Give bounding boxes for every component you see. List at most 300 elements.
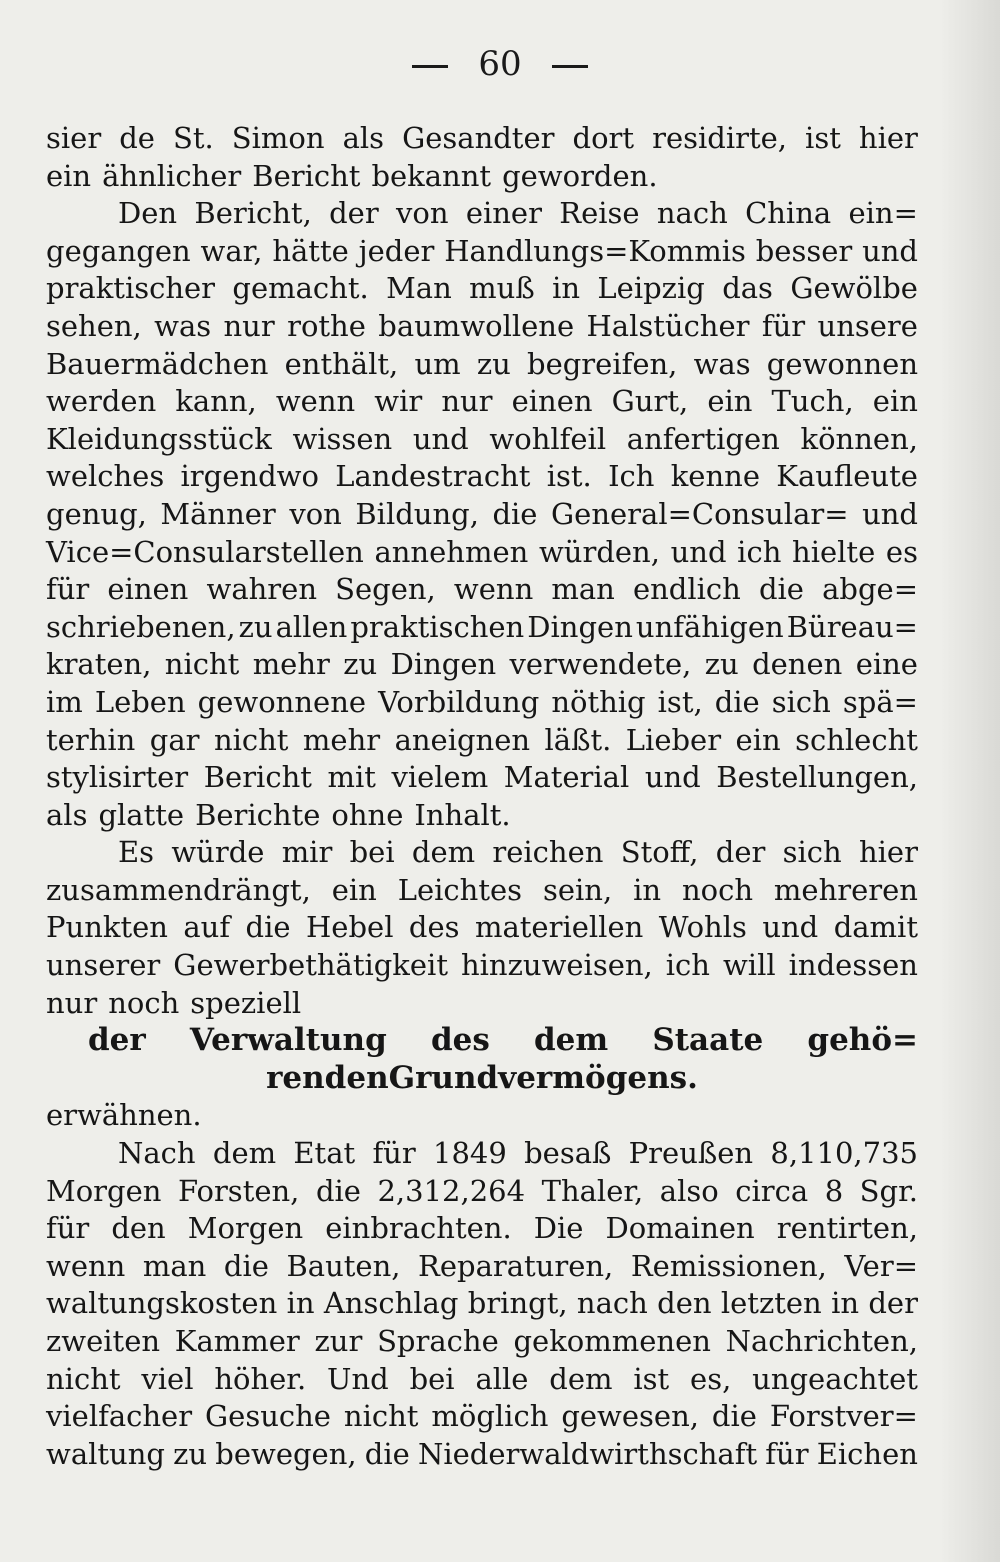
word: dort xyxy=(572,121,635,155)
word: rothe xyxy=(287,308,366,343)
word: Vorbildung xyxy=(378,684,540,719)
page-header xyxy=(0,44,1000,84)
word: den xyxy=(111,1211,166,1246)
word: die xyxy=(245,910,291,945)
text-line xyxy=(46,985,918,1023)
word: Ich xyxy=(608,459,655,494)
word: materiellen xyxy=(474,910,644,945)
word: Kammer xyxy=(174,1324,300,1358)
word: für xyxy=(46,572,90,607)
text-line xyxy=(46,1285,918,1323)
word: viel xyxy=(141,1361,194,1396)
word: dem xyxy=(212,1136,277,1171)
word: würde xyxy=(171,835,265,870)
word: noch xyxy=(681,872,753,907)
word: ohne xyxy=(331,797,404,832)
text-line xyxy=(46,158,918,196)
word: renden xyxy=(266,1059,389,1096)
word: und xyxy=(412,421,469,456)
word: Bauermädchen xyxy=(46,346,269,381)
word: Simon xyxy=(231,121,325,155)
word: ein xyxy=(46,158,92,193)
word: wahren xyxy=(206,572,317,607)
word: unsere xyxy=(817,308,918,343)
word: auf xyxy=(183,910,231,945)
word: begreifen, xyxy=(527,346,678,381)
word: rentirten, xyxy=(776,1211,918,1246)
word: zu xyxy=(173,1436,208,1471)
word: ich xyxy=(737,534,782,569)
word: und xyxy=(670,534,727,569)
word: indessen xyxy=(788,948,918,983)
word: zu xyxy=(704,647,739,682)
word: man xyxy=(142,1248,207,1283)
word: gekommenen xyxy=(513,1324,711,1358)
word: unserer xyxy=(46,948,161,983)
word: einer xyxy=(465,196,542,231)
word: der xyxy=(715,835,766,870)
text-line xyxy=(46,759,918,797)
word: Tuch, xyxy=(771,384,854,419)
word: Niederwaldwirthschaft xyxy=(417,1436,758,1471)
word: die xyxy=(364,1436,410,1471)
word: ein xyxy=(331,872,377,907)
word: 2,312,264 xyxy=(377,1173,526,1208)
word: Eichen xyxy=(816,1436,918,1471)
word: wenn xyxy=(453,572,534,607)
word: Gesuche xyxy=(205,1399,331,1434)
word: letzten xyxy=(720,1286,822,1321)
word: Thaler, xyxy=(541,1173,644,1208)
word: für xyxy=(46,1211,90,1246)
word: ähnlicher xyxy=(102,158,242,193)
word: Segen, xyxy=(335,572,436,607)
word: Und xyxy=(327,1361,389,1396)
word: nur xyxy=(223,308,275,343)
word: als xyxy=(46,797,88,832)
text-line xyxy=(46,1097,918,1135)
word: einbrachten. xyxy=(325,1211,512,1246)
word: zusammendrängt, xyxy=(46,872,311,907)
word: Hebel xyxy=(306,910,394,945)
word: General=Consular= xyxy=(551,496,849,531)
word: der xyxy=(88,1022,146,1059)
word: nur xyxy=(46,985,98,1020)
word: Berichte xyxy=(195,797,321,832)
word: Nachrichten, xyxy=(725,1324,918,1358)
page-edge-shadow xyxy=(940,0,1000,1562)
word: Sgr. xyxy=(859,1173,918,1208)
text-line xyxy=(46,797,918,835)
word: hier xyxy=(858,835,918,870)
word: die xyxy=(714,684,760,719)
text-line xyxy=(46,1135,918,1173)
word: Die xyxy=(533,1211,584,1246)
text-line xyxy=(46,684,918,722)
word: mit xyxy=(327,760,376,795)
word: praktischer xyxy=(46,271,216,306)
word: in xyxy=(286,1286,315,1321)
word: residirte, xyxy=(652,121,788,155)
word: abge= xyxy=(822,572,918,607)
text-line xyxy=(46,909,918,947)
word: für xyxy=(761,308,806,343)
word: mehr xyxy=(302,722,381,757)
word: gehö= xyxy=(807,1022,918,1059)
text-line xyxy=(46,120,918,158)
word: mehreren xyxy=(773,872,918,907)
word: Preußen xyxy=(628,1136,754,1171)
text-line xyxy=(46,1248,918,1286)
word: wenn xyxy=(275,384,356,419)
word: unfähigen xyxy=(635,609,784,644)
word: wissen xyxy=(292,421,393,456)
word: Man xyxy=(386,271,452,306)
word: nicht xyxy=(164,647,240,682)
word: ein xyxy=(735,722,781,757)
word: denen xyxy=(752,647,843,682)
word: speziell xyxy=(190,985,302,1020)
word: Domainen xyxy=(605,1211,755,1246)
word: reichen xyxy=(492,835,604,870)
word: damit xyxy=(833,910,918,945)
word: Bestellungen, xyxy=(716,760,918,795)
section-heading-line xyxy=(46,1022,918,1060)
word: einen xyxy=(107,572,189,607)
word: jeder xyxy=(358,233,435,268)
word: nöthig xyxy=(551,684,646,719)
word: und xyxy=(862,496,918,531)
word: sehen, xyxy=(46,308,142,343)
word: Bauten, xyxy=(286,1248,401,1283)
word: zweiten xyxy=(46,1324,161,1358)
word: zu xyxy=(238,609,273,644)
word: werden xyxy=(46,384,157,419)
word: Forstver= xyxy=(769,1399,918,1434)
word: in xyxy=(633,872,662,907)
word: Reise xyxy=(559,196,640,231)
text-line xyxy=(46,346,918,384)
word: ein xyxy=(707,384,753,419)
word: Material xyxy=(503,760,630,795)
word: Forsten, xyxy=(177,1173,300,1208)
word: Landestracht xyxy=(335,459,531,494)
word: Morgen xyxy=(187,1211,304,1246)
word: als xyxy=(342,121,385,155)
text-line xyxy=(46,1398,918,1436)
word: Stoff, xyxy=(620,835,699,870)
text-line xyxy=(46,571,918,609)
word: wohlfeil xyxy=(489,421,607,456)
word: kraten, xyxy=(46,647,152,682)
word: Leichtes xyxy=(397,872,523,907)
word: nur xyxy=(441,384,493,419)
word: ich xyxy=(665,948,710,983)
word: ist xyxy=(633,1361,670,1396)
word: Handlungs=Kommis xyxy=(444,233,746,268)
word: Den xyxy=(118,196,178,231)
section-heading-line xyxy=(46,1060,918,1098)
word: Bericht xyxy=(252,158,361,193)
word: hier xyxy=(858,121,918,155)
word: Gurt, xyxy=(611,384,689,419)
word: stylisirter xyxy=(46,760,189,795)
word: würden, xyxy=(538,534,660,569)
word: läßt. xyxy=(544,722,612,757)
word: eine xyxy=(855,647,918,682)
word: ist. xyxy=(546,459,592,494)
word: waltung xyxy=(46,1436,165,1471)
word: Nach xyxy=(118,1136,196,1171)
word: was xyxy=(154,308,212,343)
body-text xyxy=(46,120,918,1473)
word: Gewölbe xyxy=(790,271,918,306)
word: mir xyxy=(281,835,333,870)
word: ist xyxy=(805,121,841,155)
word: Anschlag xyxy=(323,1286,459,1321)
word: sich xyxy=(771,684,831,719)
word: hätte xyxy=(272,233,349,268)
word: besser xyxy=(755,233,853,268)
word: Ver= xyxy=(844,1248,918,1283)
word: Halstücher xyxy=(586,308,750,343)
word: hielte xyxy=(792,534,876,569)
word: 8,110,735 xyxy=(770,1136,918,1171)
word: ein= xyxy=(848,196,918,231)
word: geworden. xyxy=(502,158,658,193)
word: in xyxy=(831,1286,860,1321)
word: Leben xyxy=(94,684,186,719)
word: höher. xyxy=(214,1361,307,1396)
text-line xyxy=(46,458,918,496)
word: wenn xyxy=(46,1248,126,1283)
word: nicht xyxy=(213,722,289,757)
text-line xyxy=(46,421,918,459)
text-line xyxy=(46,646,918,684)
word: gemacht. xyxy=(232,271,369,306)
word: sier xyxy=(46,121,102,155)
word: Reparaturen, xyxy=(418,1248,614,1283)
word: und xyxy=(644,760,701,795)
word: der xyxy=(868,1286,918,1321)
word: praktischen xyxy=(350,609,525,644)
word: gewesen, xyxy=(561,1399,699,1434)
word: Männer xyxy=(160,496,276,531)
word: Dingen xyxy=(390,647,497,682)
word: den xyxy=(657,1286,712,1321)
word: Grundvermögens. xyxy=(388,1059,698,1096)
word: die xyxy=(492,496,538,531)
word: anfertigen xyxy=(626,421,780,456)
word: irgendwo xyxy=(180,459,319,494)
word: schriebenen, xyxy=(46,609,236,644)
word: will xyxy=(722,948,776,983)
word: für xyxy=(372,1136,416,1171)
word: es, xyxy=(690,1361,732,1396)
text-line xyxy=(46,496,918,534)
word: verwendete, xyxy=(509,647,692,682)
word: dem xyxy=(411,835,476,870)
word: kann, xyxy=(175,384,257,419)
word: welches xyxy=(46,459,165,494)
page-number: 60 xyxy=(478,44,522,84)
word: Sprache xyxy=(377,1324,499,1358)
word: zu xyxy=(343,647,378,682)
word: von xyxy=(395,196,449,231)
text-line xyxy=(46,383,918,421)
text-line xyxy=(46,947,918,985)
word: 1849 xyxy=(433,1136,507,1171)
word: genug, xyxy=(46,496,147,531)
word: zur xyxy=(314,1324,363,1358)
word: Leipzig xyxy=(597,271,705,306)
word: was xyxy=(693,346,751,381)
word: Gewerbethätigkeit xyxy=(173,948,448,983)
word: dem xyxy=(549,1361,613,1396)
word: besaß xyxy=(524,1136,612,1171)
word: und xyxy=(862,233,918,268)
word: sich xyxy=(782,835,842,870)
word: bei xyxy=(349,835,395,870)
word: gewonnene xyxy=(197,684,367,719)
word: Vice=Consularstellen xyxy=(46,534,364,569)
word: Punkten xyxy=(46,910,168,945)
word: möglich xyxy=(431,1399,549,1434)
word: Morgen xyxy=(46,1173,162,1208)
word: nach xyxy=(576,1286,648,1321)
word: die xyxy=(758,572,804,607)
word: es xyxy=(885,534,918,569)
word: circa xyxy=(735,1173,809,1208)
word: ist, xyxy=(657,684,703,719)
word: kenne xyxy=(670,459,760,494)
word: war, xyxy=(200,233,263,268)
word: aneignen xyxy=(394,722,531,757)
word: mehr xyxy=(252,647,330,682)
word: des xyxy=(430,1022,490,1059)
word: Remissionen, xyxy=(630,1248,827,1283)
word: Es xyxy=(118,835,155,870)
word: einen xyxy=(511,384,593,419)
word: des xyxy=(408,910,460,945)
word: bekannt xyxy=(371,158,492,193)
word: Verwaltung xyxy=(189,1022,387,1059)
word: gegangen xyxy=(46,233,191,268)
word: gewonnen xyxy=(766,346,918,381)
text-line xyxy=(46,1173,918,1211)
word: annehmen xyxy=(374,534,529,569)
word: in xyxy=(552,271,581,306)
word: das xyxy=(722,271,773,306)
word: Staate xyxy=(652,1022,764,1059)
word: Bericht xyxy=(203,760,312,795)
word: alle xyxy=(475,1361,529,1396)
word: und xyxy=(762,910,819,945)
word: de xyxy=(119,121,155,155)
word: Kleidungsstück xyxy=(46,421,272,456)
word: vielem xyxy=(391,760,489,795)
word: der xyxy=(329,196,379,231)
word: allen xyxy=(275,609,348,644)
word: Kaufleute xyxy=(776,459,918,494)
word: erwähnen. xyxy=(46,1098,202,1133)
word: können, xyxy=(800,421,918,456)
word: um xyxy=(414,346,461,381)
word: muß xyxy=(469,271,535,306)
text-line xyxy=(46,308,918,346)
word: Dingen xyxy=(527,609,633,644)
word: China xyxy=(745,196,832,231)
word: sein, xyxy=(542,872,613,907)
text-line xyxy=(46,270,918,308)
word: wir xyxy=(374,384,423,419)
word: die xyxy=(315,1173,361,1208)
text-line xyxy=(46,1361,918,1399)
word: endlich xyxy=(632,572,741,607)
word: gar xyxy=(149,722,200,757)
text-line xyxy=(46,722,918,760)
word: noch xyxy=(108,985,180,1020)
word: von xyxy=(289,496,342,531)
word: schlecht xyxy=(795,722,918,757)
word: Inhalt. xyxy=(414,797,511,832)
word: die xyxy=(223,1248,269,1283)
header-dash-left xyxy=(412,65,448,68)
word: Büreau= xyxy=(786,609,918,644)
word: terhin xyxy=(46,722,136,757)
word: nicht xyxy=(46,1361,121,1396)
text-line xyxy=(46,1323,918,1361)
word: Bericht, xyxy=(194,196,312,231)
word: ein xyxy=(872,384,918,419)
word: 8 xyxy=(824,1173,844,1208)
word: spä= xyxy=(842,684,918,719)
text-line xyxy=(46,872,918,910)
word: bringt, xyxy=(467,1286,568,1321)
text-line xyxy=(46,1210,918,1248)
word: für xyxy=(765,1436,809,1471)
text-line xyxy=(46,1436,918,1474)
word: Wohls xyxy=(658,910,747,945)
word: enthält, xyxy=(284,346,399,381)
word: vielfacher xyxy=(46,1399,193,1434)
word: glatte xyxy=(98,797,185,832)
word: im xyxy=(46,684,83,719)
word: bei xyxy=(409,1361,455,1396)
word: Gesandter xyxy=(402,121,555,155)
text-line xyxy=(46,834,918,872)
word: St. xyxy=(172,121,214,155)
header-dash-right xyxy=(552,65,588,68)
text-line xyxy=(46,233,918,271)
word: die xyxy=(711,1399,757,1434)
word: zu xyxy=(476,346,511,381)
word: nicht xyxy=(343,1399,419,1434)
word: waltungskosten xyxy=(46,1286,278,1321)
word: Etat xyxy=(293,1136,356,1171)
text-line xyxy=(46,609,918,647)
word: dem xyxy=(533,1022,609,1059)
word: baumwollene xyxy=(378,308,575,343)
word: Bildung, xyxy=(355,496,479,531)
word: bewegen, xyxy=(215,1436,357,1471)
word: ungeachtet xyxy=(752,1361,918,1396)
word: nach xyxy=(656,196,728,231)
word: Lieber xyxy=(625,722,722,757)
text-line xyxy=(46,534,918,572)
word: man xyxy=(551,572,615,607)
text-line xyxy=(46,195,918,233)
